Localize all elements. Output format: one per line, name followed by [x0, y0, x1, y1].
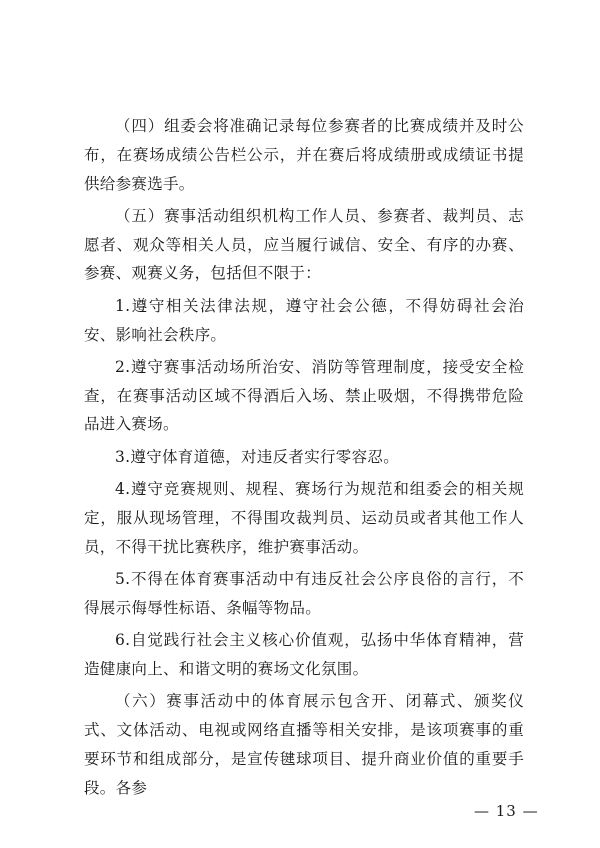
body-text: [84, 112, 524, 806]
page-number: — 13 —: [474, 802, 539, 820]
list-item-1: 1.遵守相关法律法规，遵守社会公德，不得妨碍社会治安、影响社会秩序。: [84, 296, 524, 344]
list-item-3: 3.遵守体育道德，对违反者实行零容忍。: [115, 447, 399, 466]
paragraph-section-5: （五）赛事活动组织机构工作人员、参赛者、裁判员、志愿者、观众等相关人员，应当履行诚信、安全、有序的办赛、参赛、观赛义务，包括但不限于：: [84, 206, 524, 283]
list-item-2: 2.遵守赛事活动场所治安、消防等管理制度，接受安全检查，在赛事活动区域不得酒后入场、禁止吸烟，不得携带危险品进入赛场。: [84, 357, 524, 434]
paragraph-section-4: （四）组委会将准确记录每位参赛者的比赛成绩并及时公布，在赛场成绩公告栏公示，并在赛后将成绩册或成绩证书提供给参赛选手。: [84, 117, 524, 193]
list-item-4: 4.遵守竞赛规则、规程、赛场行为规范和组委会的相关规定，服从现场管理，不得围攻裁判员、运动员或者其他工作人员，不得干扰比赛秩序，维护赛事活动。: [84, 480, 524, 556]
list-item-5: 5.不得在体育赛事活动中有违反社会公序良俗的言行，不得展示侮辱性标语、条幅等物品。: [84, 569, 524, 617]
list-item-6: 6.自觉践行社会主义核心价值观，弘扬中华体育精神，营造健康向上、和谐文明的赛场文化氛围。: [84, 631, 524, 678]
paragraph-section-6: （六）赛事活动中的体育展示包含开、闭幕式、颁奖仪式、文体活动、电视或网络直播等相关安排，是该项赛事的重要环节和组成部分，是宣传毽球项目、提升商业价值的重要手段。各参: [84, 692, 524, 797]
